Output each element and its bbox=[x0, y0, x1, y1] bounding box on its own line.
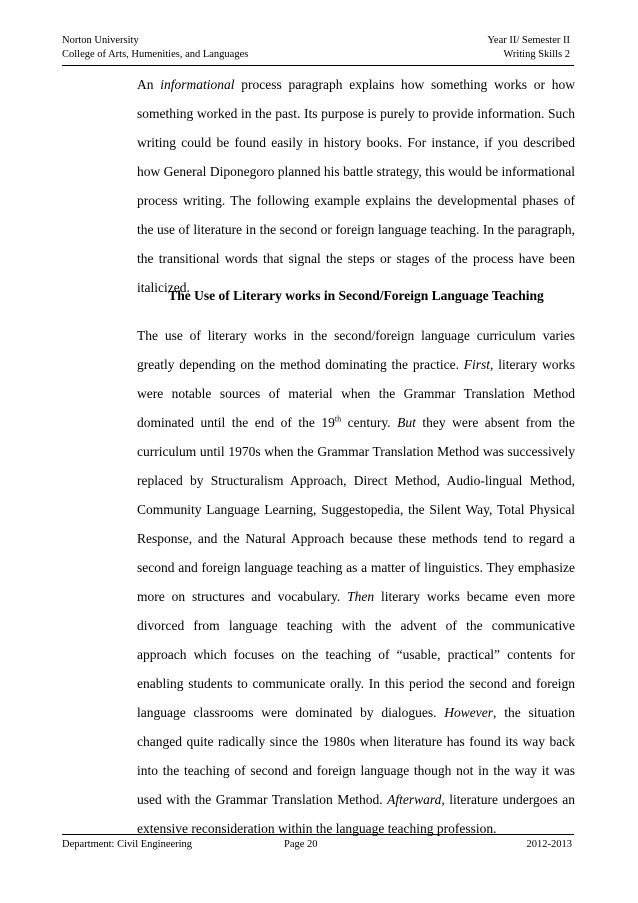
transition-first: First bbox=[463, 357, 491, 372]
ordinal-suffix: th bbox=[334, 414, 342, 424]
example-text-5: literary works became even more divorced from language teaching with the advent of the communicative approach which focuses on the teaching of “usable, practical” contents for enabling students to communicate orally. In this period the second and foreign language classrooms were dominated by dialogues. bbox=[137, 589, 576, 720]
year-semester: Year II/ Semester II bbox=[487, 35, 570, 46]
page-number: Page 20 bbox=[284, 839, 318, 850]
college-name: College of Arts, Humenities, and Languages bbox=[62, 49, 249, 60]
example-text-3: century. bbox=[341, 415, 398, 430]
transition-then: Then bbox=[347, 589, 375, 604]
example-paragraph bbox=[137, 321, 575, 843]
section-heading: The Use of Literary works in Second/Foreign Language Teaching bbox=[168, 288, 544, 303]
example-text-4: they were absent from the curriculum until 1970s when the Grammar Translation Method was successively replaced by Structuralism Approach, Direct Method, Audio-lingual Method, Community Language Learning, Suggestopedia, the Silent Way, Total Physical Response, and the Natural Approach because these methods tend to regard a second and foreign language teaching as a matter of linguistics. They emphasize more on structures and vocabulary. bbox=[137, 415, 575, 604]
header-rule bbox=[62, 65, 574, 66]
intro-text-a: An bbox=[137, 77, 161, 92]
intro-italic-informational: informational bbox=[160, 77, 235, 92]
intro-paragraph bbox=[137, 70, 575, 302]
transition-however: However bbox=[444, 705, 494, 720]
department-label: Department: Civil Engineering bbox=[62, 839, 193, 850]
example-text-2: , literary works were notable sources of material when the Grammar Translation Method dominated until the end of the 19 bbox=[137, 357, 576, 430]
example-text-7: , literature undergoes an extensive reconsideration within the language teaching profession. bbox=[137, 792, 575, 836]
academic-year: 2012-2013 bbox=[526, 839, 572, 850]
transition-afterward: Afterward bbox=[387, 792, 442, 807]
transition-but: But bbox=[397, 415, 416, 430]
example-text-1: The use of literary works in the second/foreign language curriculum varies greatly depending on the method dominating the practice. bbox=[137, 328, 575, 372]
header-left bbox=[62, 34, 248, 62]
example-text-6: , the situation changed quite radically since the 1980s when literature has found its way back into the teaching of second and foreign language though not in the way it was used with the Grammar Translation Method. bbox=[137, 705, 575, 807]
course-name: Writing Skills 2 bbox=[503, 49, 570, 60]
footer-rule bbox=[62, 834, 574, 835]
header-right bbox=[487, 34, 570, 62]
intro-text-b: process paragraph explains how something works or how something worked in the past. Its purpose is purely to provide information. Such writing could be found easily in history books. For instance, if you described how General Diponegoro planned his battle strategy, this would be informational process writing. The following example explains the developmental phases of the use of literature in the second or foreign language teaching. In the paragraph, the transitional words that signal the steps or stages of the process have been italicized. bbox=[137, 77, 576, 295]
university-name: Norton University bbox=[62, 35, 139, 46]
